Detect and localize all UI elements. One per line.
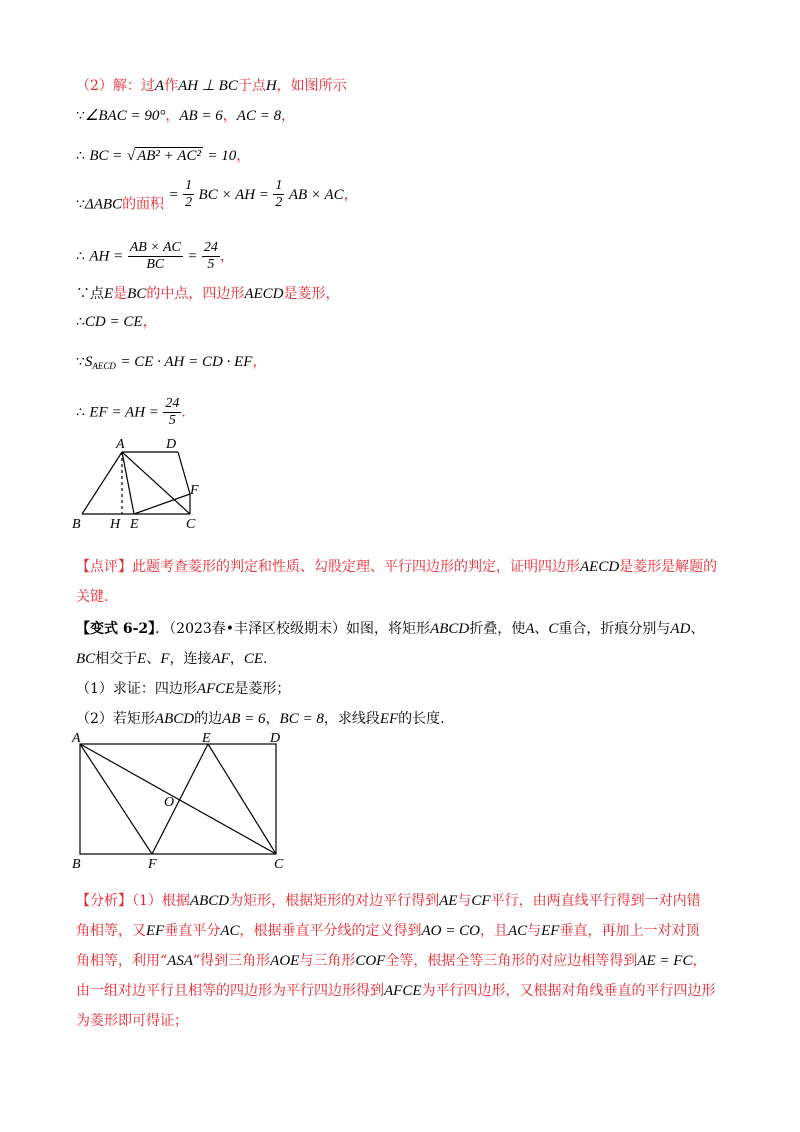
text: 是	[113, 286, 128, 302]
ab-times-ac: AB × AC	[288, 186, 344, 203]
equals: =	[187, 248, 198, 265]
solution-line-3	[76, 146, 250, 166]
solution-line-1	[76, 76, 347, 96]
point-h: H	[265, 78, 277, 94]
bc-times-ah: BC × AH =	[198, 186, 269, 203]
label-a: A	[116, 437, 125, 452]
comma: ，	[165, 108, 180, 124]
bc-rhs: = 10	[207, 148, 237, 164]
segment-df	[178, 452, 190, 494]
label-d: D	[166, 437, 177, 452]
ac-expr: AC = 8	[236, 108, 282, 124]
text: ，如图所示	[276, 78, 347, 94]
cd-equals-ce: CD = CE	[84, 314, 143, 330]
ef-lhs: EF = AH =	[89, 404, 159, 421]
solution-line-7	[76, 312, 157, 332]
comment-text: 此题考查菱形的判定和性质、勾股定理、平行四边形的判定，证明四边形	[132, 559, 580, 575]
rect-abcd: ABCD	[430, 621, 470, 637]
solution-line-6	[76, 284, 340, 304]
because-symbol: ∵	[76, 196, 85, 213]
therefore-symbol: ∴	[76, 314, 85, 330]
ah-lhs: AH =	[89, 248, 124, 265]
figure-parallelogram	[60, 434, 220, 534]
comment-text-3: 关键.	[76, 589, 109, 605]
comma: ，	[222, 108, 237, 124]
fraction-half-2: $\frac{1}{2}$	[275, 178, 283, 210]
fraction-24-5: $\frac{24}{5}$	[165, 396, 180, 428]
solution-line-8	[76, 352, 266, 376]
segment-fe	[152, 744, 208, 854]
therefore-symbol: ∴	[76, 248, 85, 265]
solution-label: （2）解：过	[76, 78, 155, 94]
comma: ，	[252, 354, 267, 370]
analysis-block: 【分析】（1）根据ABCD为矩形，根据矩形的对边平行得到AE与CF平行，由两直线平行得到一对内错 角相等，又EF垂直平分AC，根据垂直平分线的定义得到AO = CO，且AC与EF垂直，再加上一对对顶 角相等，利用“ASA”得到三角形AOE与三角形COF全等，根据全等三角形的对应边相等得到AE = FC， 由一组对边平行且相等的四边形为平行四边形得到AFCE为平行四边形，又根据对角线垂直的平行四边形 为菱形即可得证；	[76, 893, 716, 1029]
quad-aecd: AECD	[244, 286, 284, 302]
ab-expr: AB = 6	[179, 108, 223, 124]
text: 于点	[237, 78, 266, 94]
comment-block	[76, 552, 726, 612]
segment-bc: BC	[127, 286, 147, 302]
fraction-24-5: $\frac{24}{5}$	[203, 240, 218, 272]
problem-block: 【变式 6-2】．（2023春•丰泽区校级期末）如图，将矩形ABCD折叠，使A、C重合，折痕分别与AD、 BC相交于E、F，连接AF，CE. （1）求证：四边形AFCE是菱形； （2）若矩形ABCD的边AB = 6，BC = 8，求线段EF的长度.	[76, 621, 705, 727]
point-e: E	[104, 286, 114, 302]
sqrt-expr: √ AB² + AC²	[126, 148, 201, 164]
perpendicular-expr: AH ⊥ BC	[178, 78, 238, 94]
label-c: C	[274, 857, 284, 872]
point-a: A	[154, 78, 165, 94]
text: 的中点，四边形	[146, 286, 245, 302]
label-f: F	[148, 857, 157, 872]
question-2: （2）若矩形	[76, 711, 155, 727]
solution-line-2	[76, 106, 295, 126]
because-point: ∵点	[76, 286, 104, 302]
period: ．	[181, 404, 196, 421]
bc-lhs: BC =	[89, 148, 123, 164]
fraction-ab-ac-over-bc: $\frac{AB \times AC}{BC}$	[129, 240, 181, 272]
comma: ，	[343, 186, 358, 203]
comment-text-2: 是菱形是解题的	[619, 559, 718, 575]
fraction-half: $\frac{1}{2}$	[185, 178, 193, 210]
label-e: E	[130, 517, 139, 532]
analysis-tag: 【分析】	[76, 893, 132, 909]
figure-rectangle	[66, 728, 296, 876]
diagonal-ac	[80, 744, 276, 854]
angle-bac-expr: ∠BAC = 90°	[84, 108, 166, 124]
label-f: F	[190, 483, 199, 498]
therefore-symbol: ∴	[76, 148, 85, 164]
text: 是菱形，	[283, 286, 340, 302]
segment-af	[80, 744, 152, 854]
area-text: 的面积	[122, 196, 165, 213]
area-subscript: AECD	[92, 361, 116, 371]
problem-source: ．（2023春•丰泽区校级期末）如图，将矩形	[155, 621, 431, 637]
therefore-symbol: ∴	[76, 404, 85, 421]
area-symbol: S	[84, 354, 93, 370]
sqrt-argument: AB² + AC²	[137, 148, 201, 164]
because-symbol: ∵	[76, 354, 85, 370]
comma: ，	[219, 248, 234, 265]
area-equation: = CE · AH = CD · EF	[120, 354, 253, 370]
comma: ，	[236, 148, 251, 164]
label-d: D	[270, 731, 281, 746]
comma: ，	[142, 314, 157, 330]
label-a: A	[72, 731, 81, 746]
comma: ，	[281, 108, 296, 124]
label-h: H	[110, 517, 121, 532]
quad-aecd: AECD	[580, 559, 620, 575]
label-b: B	[72, 857, 81, 872]
label-e: E	[202, 731, 211, 746]
label-o: O	[164, 795, 175, 810]
text: 作	[164, 78, 179, 94]
comment-tag: 【点评】	[76, 559, 132, 575]
segment-ec	[208, 744, 276, 854]
segment-ab	[82, 452, 122, 514]
label-b: B	[72, 517, 81, 532]
solution-line-9	[76, 396, 195, 429]
label-c: C	[186, 517, 196, 532]
question-1: （1）求证：四边形	[76, 681, 197, 697]
problem-tag: 【变式 6-2】	[76, 621, 156, 637]
because-symbol: ∵	[76, 108, 85, 124]
segment-ef	[134, 494, 190, 514]
triangle-abc: ΔABC	[84, 196, 123, 213]
solution-line-5	[76, 240, 234, 273]
solution-line-4: ∵ΔABC的面积 = $\frac{1}{2}$ BC × AH = $\frac{1}{2}$ AB × AC，	[76, 178, 358, 213]
